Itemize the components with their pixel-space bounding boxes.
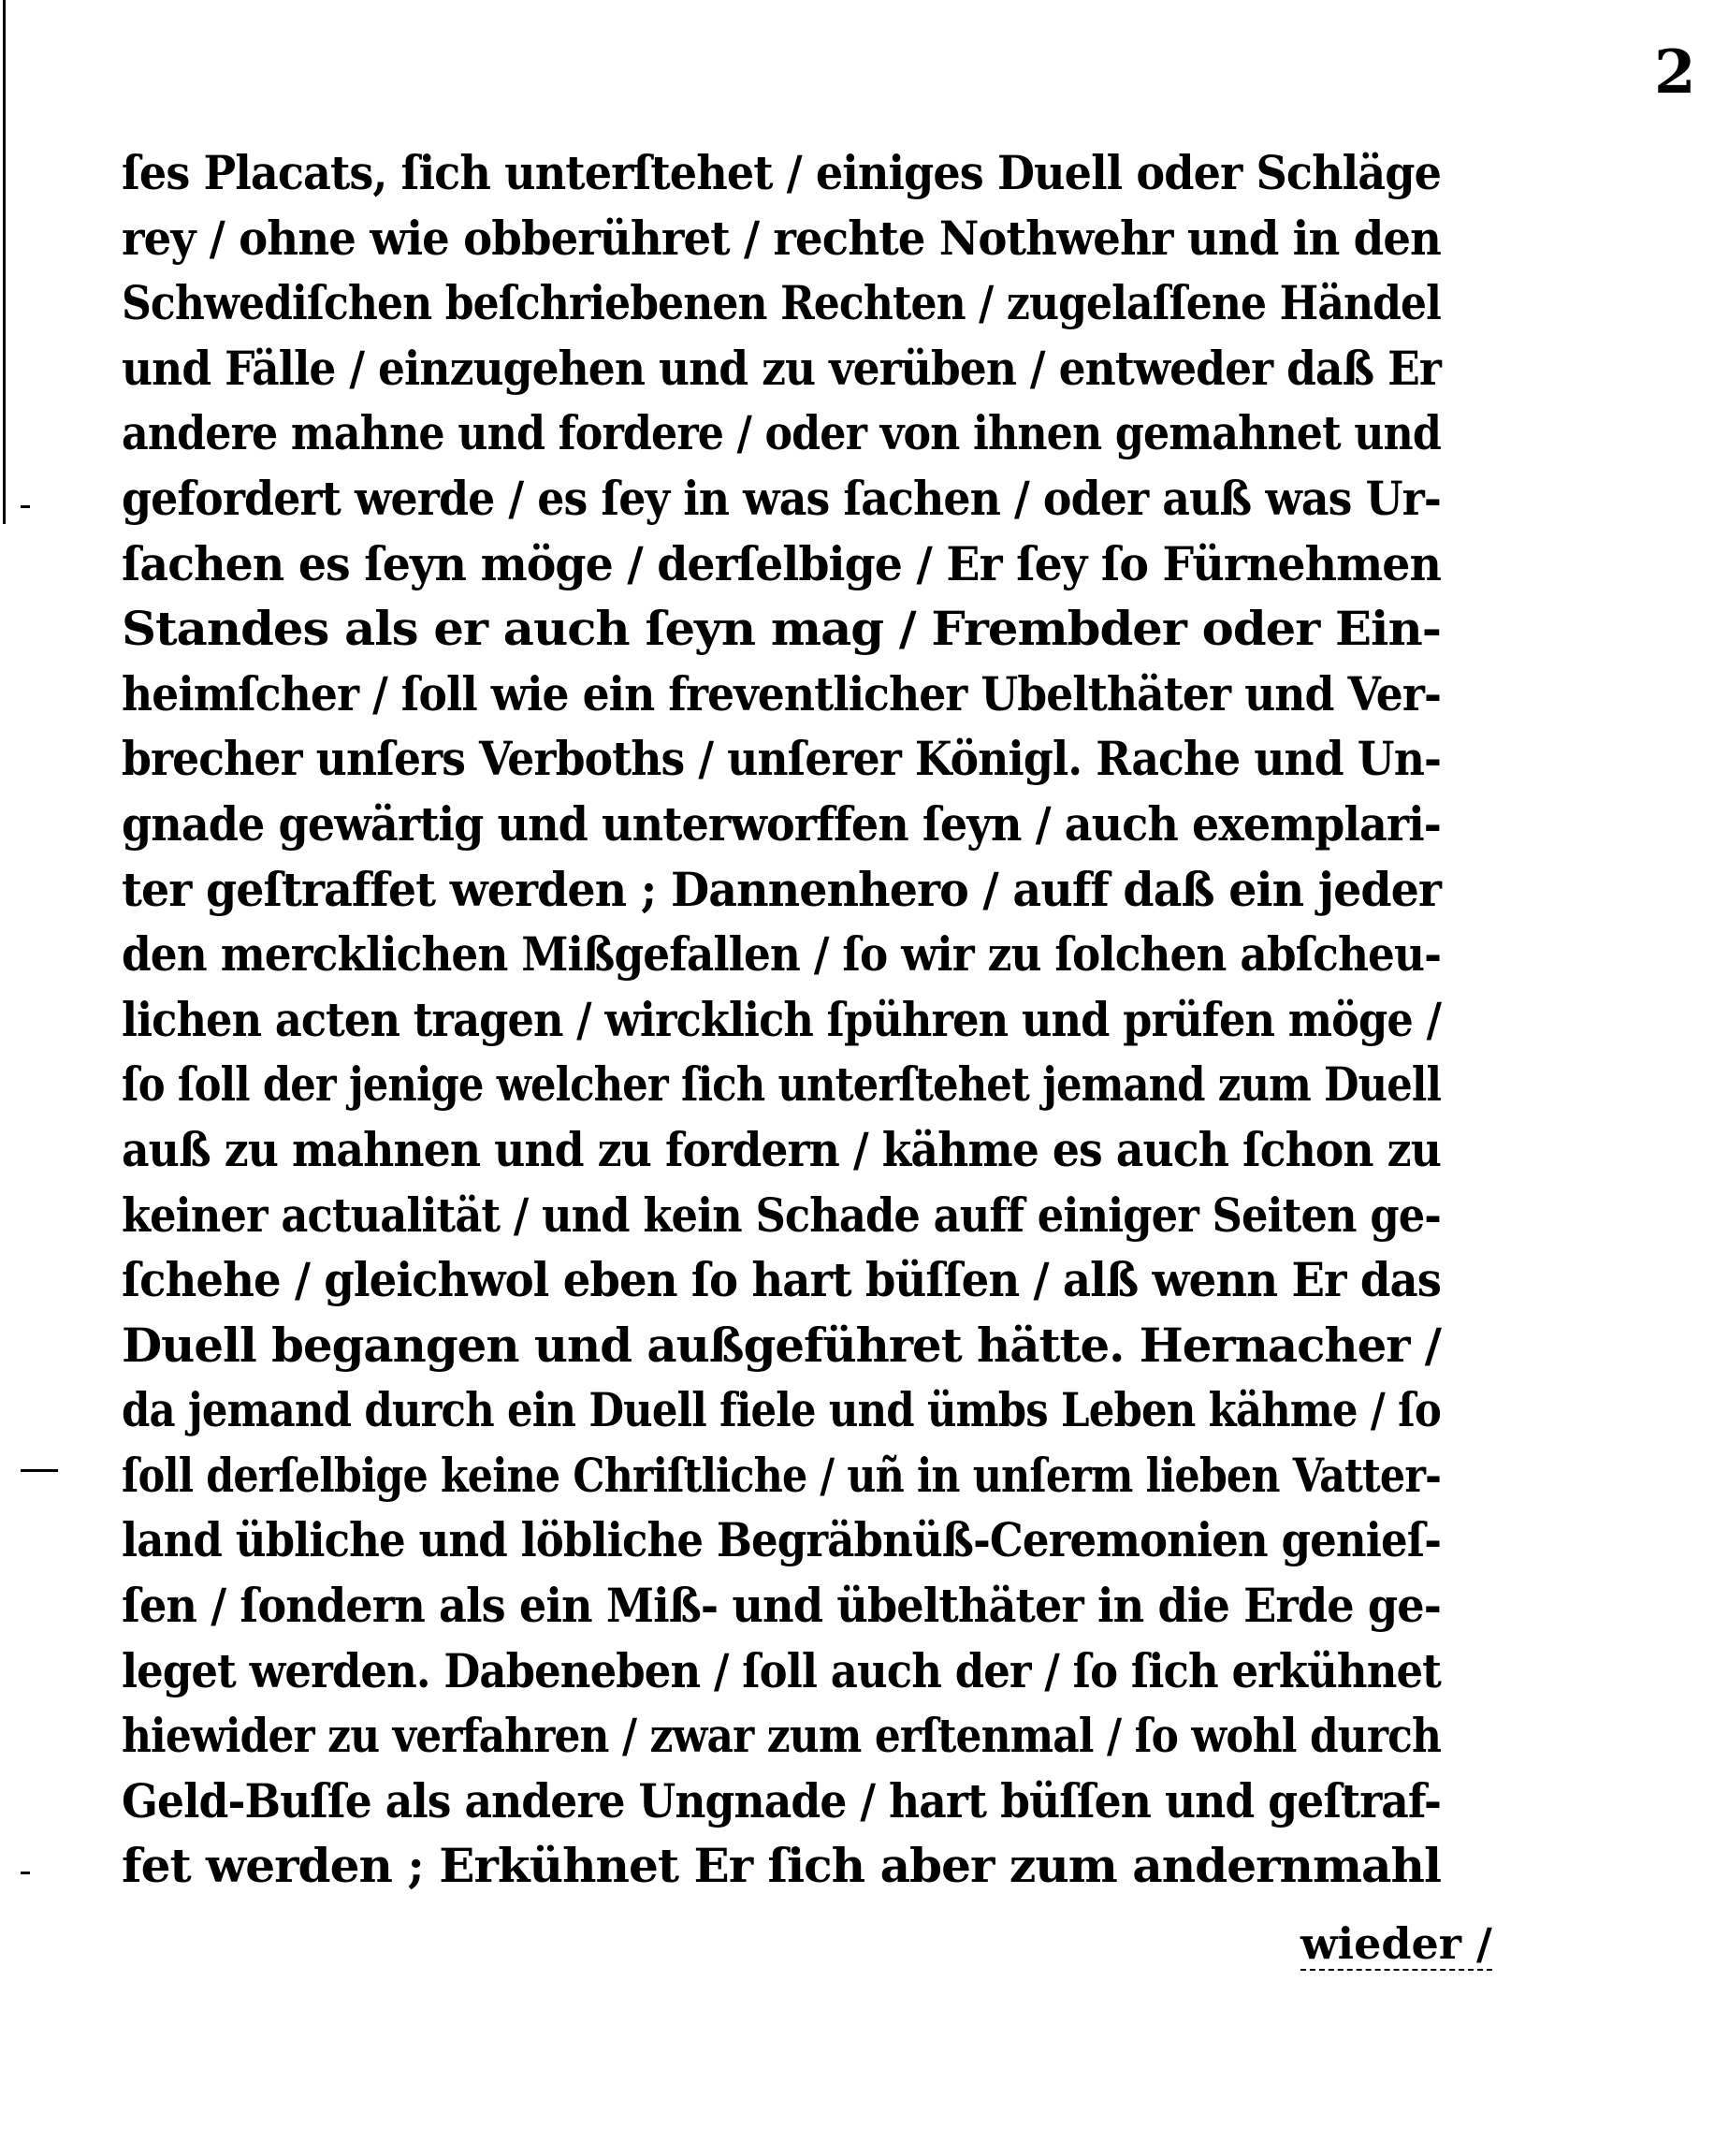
page-number: 2 [1654, 37, 1696, 108]
text-line: hiewider zu verfahren / zwar zum erſtenmal / ſo wohl durch [122, 1708, 1441, 1764]
text-line: ſes Placats, ſich unterſtehet / einiges Duell oder Schläge [122, 145, 1441, 200]
text-line: und Fälle / einzugehen und zu verüben / entweder daß Er [122, 340, 1441, 396]
text-line: den mercklichen Mißgefallen / ſo wir zu ſolchen abſcheu- [122, 926, 1441, 983]
text-line: brecher unſers Verboths / unſerer Königl. Rache und Un- [122, 731, 1441, 787]
text-line: keiner actualität / und kein Schade auff einiger Seiten ge- [122, 1187, 1441, 1243]
margin-mark [21, 1872, 30, 1874]
body-text [122, 140, 1441, 1899]
text-line: fet werden ; Erkühnet Er ſich aber zum andernmahl [122, 1838, 1441, 1894]
catchword: wieder / [1300, 1918, 1492, 1969]
text-line: heimſcher / ſoll wie ein freventlicher Ubelthäter und Ver- [122, 665, 1441, 721]
text-line: ſchehe / gleichwol eben ſo hart büſſen / alß wenn Er das [122, 1252, 1441, 1308]
text-line: andere mahne und fordere / oder von ihnen gemahnet und [122, 405, 1441, 461]
text-line: ſachen es ſeyn möge / derſelbige / Er ſey ſo Fürnehmen [122, 535, 1441, 591]
text-line: ter geſtraffet werden ; Dannenhero / auff daß ein jeder [122, 861, 1441, 917]
text-line: gnade gewärtig und unterworffen ſeyn / auch exemplari- [122, 795, 1441, 852]
text-line: gefordert werde / es ſey in was ſachen / oder auß was Ur- [122, 470, 1441, 526]
margin-mark [21, 505, 30, 508]
text-line: ſoll derſelbige keine Chriſtliche / uñ in unſerm lieben Vatter- [122, 1447, 1441, 1503]
text-line: land übliche und löbliche Begräbnüß-Ceremonien genieſ- [122, 1512, 1441, 1568]
page-edge-line [3, 0, 6, 524]
text-line: Standes als er auch ſeyn mag / Frembder oder Ein- [122, 601, 1441, 657]
text-line: lichen acten tragen / wircklich ſpühren und prüfen möge / [122, 991, 1441, 1047]
text-line: da jemand durch ein Duell fiele und ümbs Leben kähme / ſo [122, 1382, 1441, 1438]
text-line: Geld-Buſſe als andere Ungnade / hart büſſen und geſtraf- [122, 1772, 1441, 1828]
text-line: auß zu mahnen und zu fordern / kähme es auch ſchon zu [122, 1121, 1441, 1177]
text-line: ſo ſoll der jenige welcher ſich unterſtehet jemand zum Duell [122, 1056, 1441, 1113]
text-line: ſen / ſondern als ein Miß- und übelthäter in die Erde ge- [122, 1578, 1441, 1634]
text-line: Duell begangen und außgeführet hätte. Hernacher / [122, 1317, 1441, 1373]
text-line: leget werden. Dabeneben / ſoll auch der / ſo ſich erkühnet [122, 1642, 1441, 1698]
text-line: rey / ohne wie obberühret / rechte Nothwehr und in den [122, 210, 1441, 266]
margin-mark [21, 1469, 58, 1472]
text-line: Schwediſchen beſchriebenen Rechten / zugelaſſene Händel [122, 275, 1441, 331]
